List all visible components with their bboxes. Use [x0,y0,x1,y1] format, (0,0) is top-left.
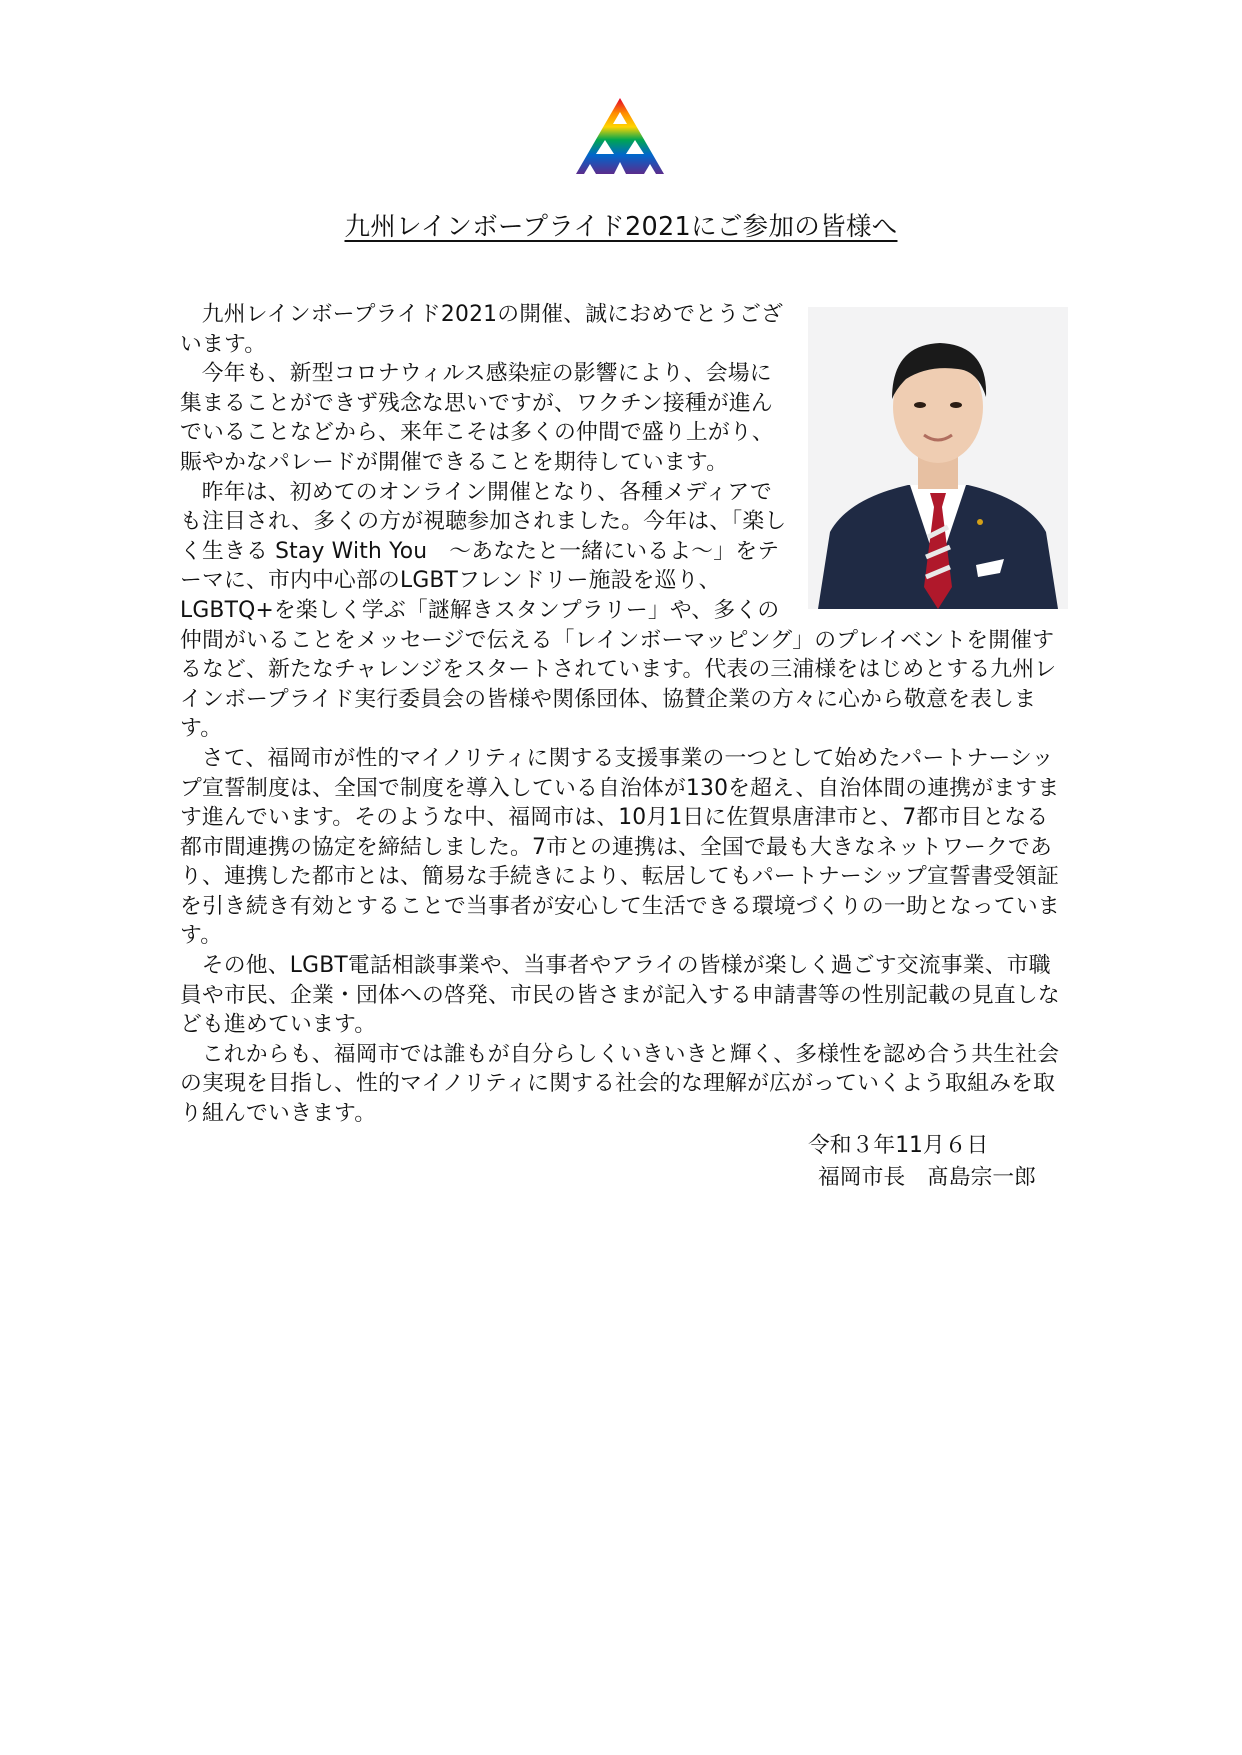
paragraph-other-initiatives: その他、LGBT電話相談事業や、当事者やアライの皆様が楽しく過ごす交流事業、市職員や市民、企業・団体への啓発、市民の皆さまが記入する申請書等の性別記載の見直しなども進めています。 [180,953,1060,1038]
date-line: 令和３年11月６日 [808,1133,989,1158]
paragraph-closing: これからも、福岡市では誰もが自分らしくいきいきと輝く、多様性を認め合う共生社会の実現を目指し、性的マイノリティに関する社会的な理解が広がっていくよう取組みを取り組んでいきます。 [180,1041,1060,1127]
fukuoka-city-rainbow-logo [574,96,666,176]
paragraph-this-year: 今年も、新型コロナウィルス感染症の影響により、会場に集まることができず残念な思いですが、ワクチン接種が進んでいることなどから、来年こそは多くの仲間で盛り上がり、賑やかなパレードが開催できることを期待しています。 [180,361,774,475]
paragraph-partnership: さて、福岡市が性的マイノリティに関する支援事業の一つとして始めたパートナーシップ宣誓制度は、全国で制度を導入している自治体が130を超え、自治体間の連携がますます進んでいます。そのような中、福岡市は、10月1日に佐賀県唐津市と、7都市目となる都市間連携の協定を締結しました。7市との連携は、全国で最も大きなネットワークであり、連携した都市とは、簡易な手続きにより、転居してもパートナーシップ宣誓書受領証を引き続き有効とすることで当事者が安心して生活できる環境づくりの一助となっています。 [180,745,1060,949]
signature-line: 福岡市長 髙島宗一郎 [818,1165,1036,1190]
photo-spacer [790,300,1070,602]
message-body [180,300,1070,1129]
paragraph-last-year: 昨年は、初めてのオンライン開催となり、各種メディアでも注目され、多くの方が視聴参加されました。今年は、「楽しく生きる Stay With You ～あなたと一緒にいるよ～」をテーマに、市内中心部のLGBTフレンドリー施設を巡り、LGBTQ+を楽しく学ぶ「謎解きスタンプラリー」や、多くの仲間がいることをメッセージで伝える「レインボーマッピング」のプレイベントを開催するなど、新たなチャレンジをスタートされています。代表の三浦様をはじめとする九州レインボープライド実行委員会の皆様や関係団体、協賛企業の方々に心から敬意を表します。 [180,479,1057,742]
page-title: 九州レインボープライド2021にご参加の皆様へ [344,212,898,242]
paragraph-greeting: 九州レインボープライド2021の開催、誠におめでとうございます。 [180,302,784,357]
